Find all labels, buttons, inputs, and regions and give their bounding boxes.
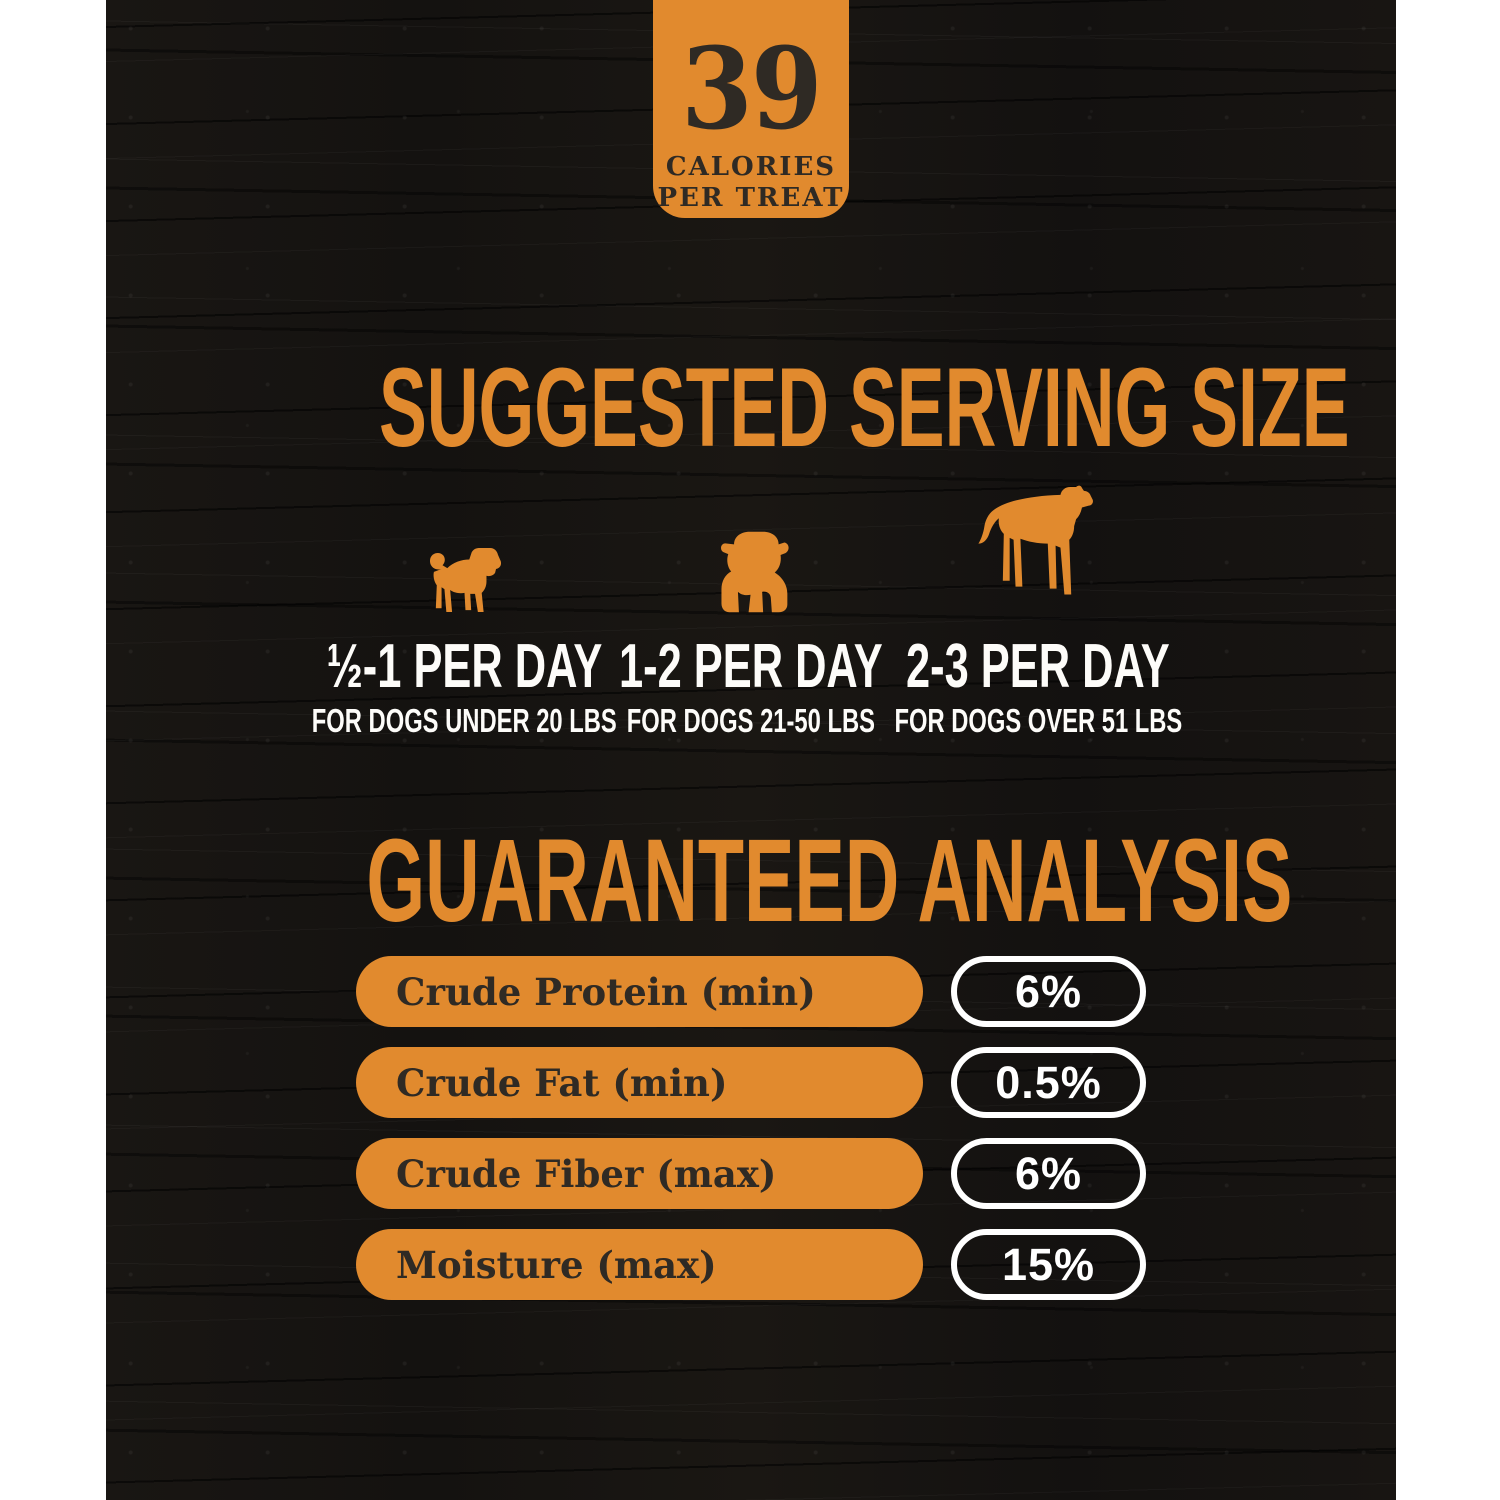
calories-caption-line1: CALORIES: [665, 152, 837, 182]
analysis-value-pill: [951, 1047, 1146, 1118]
analysis-label-pill: [356, 1229, 923, 1300]
analysis-value: 6%: [1014, 965, 1083, 1017]
analysis-value-pill: [951, 1229, 1146, 1300]
guaranteed-analysis-table: [356, 956, 1146, 1300]
analysis-value: 15%: [1001, 1238, 1096, 1290]
analysis-label: Crude Protein (min): [396, 969, 816, 1014]
serving-amount: ½-1 PER DAY: [326, 632, 602, 701]
guaranteed-analysis-section-title: [106, 815, 1396, 947]
wood-background-panel: [106, 0, 1396, 1500]
analysis-value-pill: [951, 956, 1146, 1027]
analysis-row-moisture: [356, 1229, 1146, 1300]
serving-audience: FOR DOGS OVER 51 LBS: [894, 702, 1182, 739]
large-dog-icon: [975, 480, 1102, 618]
serving-size-columns: [311, 480, 1182, 739]
analysis-value: 0.5%: [995, 1056, 1102, 1108]
serving-audience: FOR DOGS 21-50 LBS: [626, 702, 876, 739]
serving-amount: 1-2 PER DAY: [619, 632, 883, 701]
pug-icon: [421, 480, 507, 618]
serving-amount: 2-3 PER DAY: [906, 632, 1170, 701]
bulldog-icon: [702, 480, 800, 618]
analysis-value: 6%: [1014, 1147, 1083, 1199]
analysis-label: Crude Fiber (max): [396, 1151, 777, 1196]
serving-column-medium-dog: [608, 480, 895, 737]
serving-column-large-dog: [895, 480, 1182, 737]
analysis-row-crude-protein: [356, 956, 1146, 1027]
calories-number: 39: [681, 24, 821, 155]
serving-column-small-dog: [311, 480, 617, 739]
serving-size-section-title: [106, 345, 1396, 470]
analysis-row-crude-fiber: [356, 1138, 1146, 1209]
guaranteed-analysis-heading: GUARANTEED ANALYSIS: [366, 815, 1293, 947]
serving-audience: FOR DOGS UNDER 20 LBS: [311, 702, 617, 739]
analysis-label: Crude Fat (min): [396, 1060, 728, 1105]
calories-caption: [658, 152, 845, 213]
analysis-row-crude-fat: [356, 1047, 1146, 1118]
analysis-value-pill: [951, 1138, 1146, 1209]
analysis-label-pill: [356, 1138, 923, 1209]
calories-badge: [653, 0, 849, 218]
analysis-label-pill: [356, 956, 923, 1027]
serving-size-heading: SUGGESTED SERVING SIZE: [378, 345, 1350, 470]
calories-caption-line2: PER TREAT: [657, 182, 845, 213]
analysis-label-pill: [356, 1047, 923, 1118]
analysis-label: Moisture (max): [396, 1242, 717, 1287]
